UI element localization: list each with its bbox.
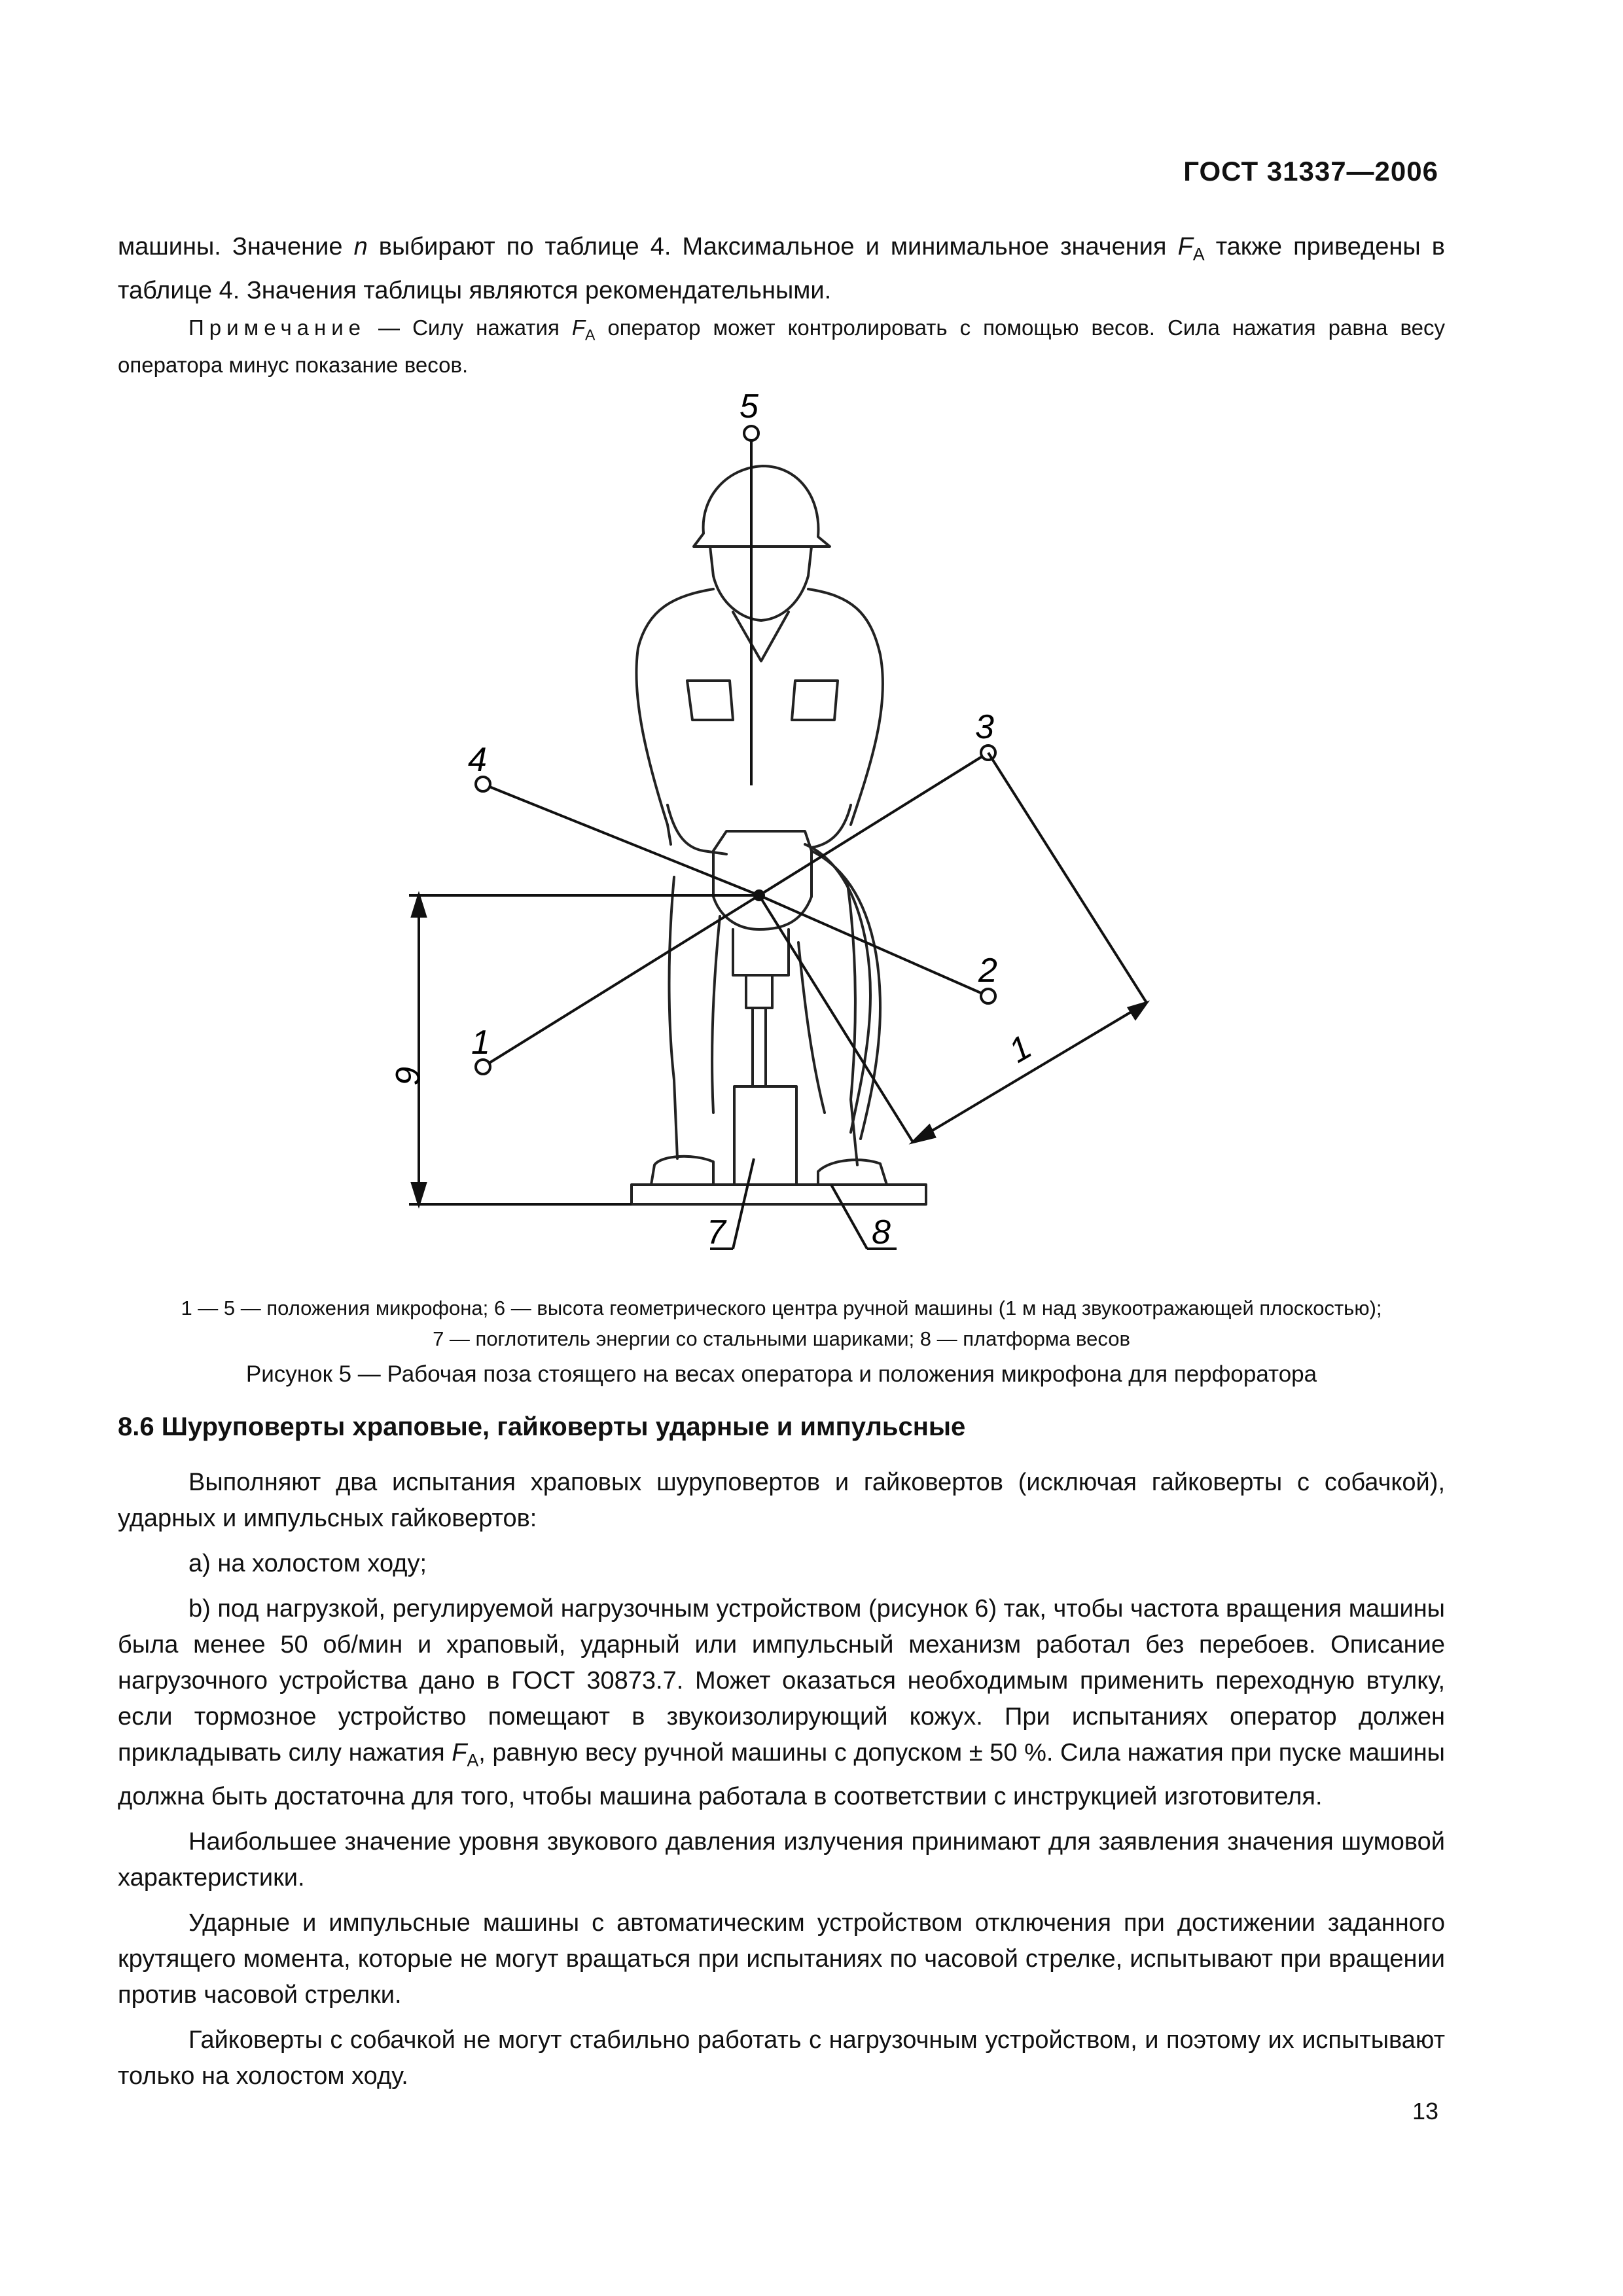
- energy-absorber: [734, 1086, 796, 1185]
- label-mic-4: 4: [468, 741, 487, 779]
- intro-paragraph: машины. Значение n выбирают по таблице 4. Максимальное и минимальное значения $F_A$ также приведены в таблице 4. Значения таблицы являются рекомендательными.: [118, 233, 1445, 304]
- radius-dimension-line: [913, 1003, 1147, 1142]
- label-platform-8: 8: [872, 1213, 891, 1251]
- torso-outline: [636, 589, 883, 844]
- figure-legend: 1 — 5 — положения микрофона; 6 — высота геометрического центра ручной машины (1 м над звукоотражающей плоскостью); 7 — поглотитель энергии со стальными шариками; 8 — платформа весов: [181, 1297, 1382, 1350]
- list-item-b: b) под нагрузкой, регулируемой нагрузочным устройством (рисунок 6) так, чтобы частота вращения машины была менее 50 об/мин и храповый, ударный или импульсный механизм работал без перебоев. Описание нагрузочного устройства дано в ГОСТ 30873.7. Может оказаться необходимым применить переходную втулку, если тормозное устройство помещают в звукоизолирующий кожух. При испытаниях оператор должен прикладывать силу нажатия $F_A$, равную весу ручной машины с допуском ± 50 %. Сила нажатия при пуске машины должна быть достаточна для того, чтобы машина работала в соответствии с инструкцией изготовителя.: [118, 1595, 1445, 1810]
- legs-outline: [669, 877, 858, 1165]
- section-paragraph-2: Наибольшее значение уровня звукового давления излучения принимают для заявления значения шумовой характеристики.: [118, 1827, 1445, 1892]
- section-heading: 8.6 Шуруповерты храповые, гайковерты ударные и импульсные: [118, 1412, 966, 1441]
- section-body: [118, 1465, 1445, 2104]
- scale-platform: [632, 1185, 926, 1204]
- label-radius-1: 1: [1003, 1028, 1039, 1071]
- label-mic-2: 2: [978, 952, 997, 990]
- document-code: ГОСТ 31337—2006: [1183, 156, 1438, 187]
- section-paragraph-1: Выполняют два испытания храповых шуруповертов и гайковертов (исключая гайковерты с собачкой), ударных и импульсных гайковертов:: [118, 1469, 1445, 1532]
- mic-position-2-marker: [981, 989, 995, 1003]
- label-absorber-7: 7: [707, 1213, 726, 1251]
- figure-caption: Рисунок 5 — Рабочая поза стоящего на весах оператора и положения микрофона для перфоратора: [245, 1361, 1317, 1387]
- list-item-a: а) на холостом ходу;: [188, 1550, 427, 1577]
- page-number: 13: [1412, 2098, 1438, 2125]
- helmet-outline: [694, 466, 830, 547]
- label-mic-1: 1: [471, 1024, 490, 1062]
- note-label: Примечание: [188, 315, 366, 340]
- note-paragraph: Примечание — Силу нажатия $F_A$ оператор может контролировать с помощью весов. Сила нажатия равна весу оператора минус показание весов.: [118, 315, 1445, 377]
- mic-position-5-marker: [744, 426, 758, 440]
- label-mic-3: 3: [975, 708, 994, 746]
- mic-position-4-marker: [476, 777, 490, 791]
- section-paragraph-4: Гайковерты с собачкой не могут стабильно работать с нагрузочным устройством, и поэтому их испытывают только на холостом ходу.: [118, 2026, 1445, 2090]
- label-mic-5: 5: [740, 387, 758, 425]
- label-height-6: 6: [388, 1066, 426, 1085]
- section-paragraph-3: Ударные и импульсные машины с автоматическим устройством отключения при достижении заданного крутящего момента, которые не могут вращаться при испытаниях по часовой стрелке, испытывают при вращении против часовой стрелки.: [118, 1909, 1445, 2009]
- mic-position-1-marker: [476, 1060, 490, 1074]
